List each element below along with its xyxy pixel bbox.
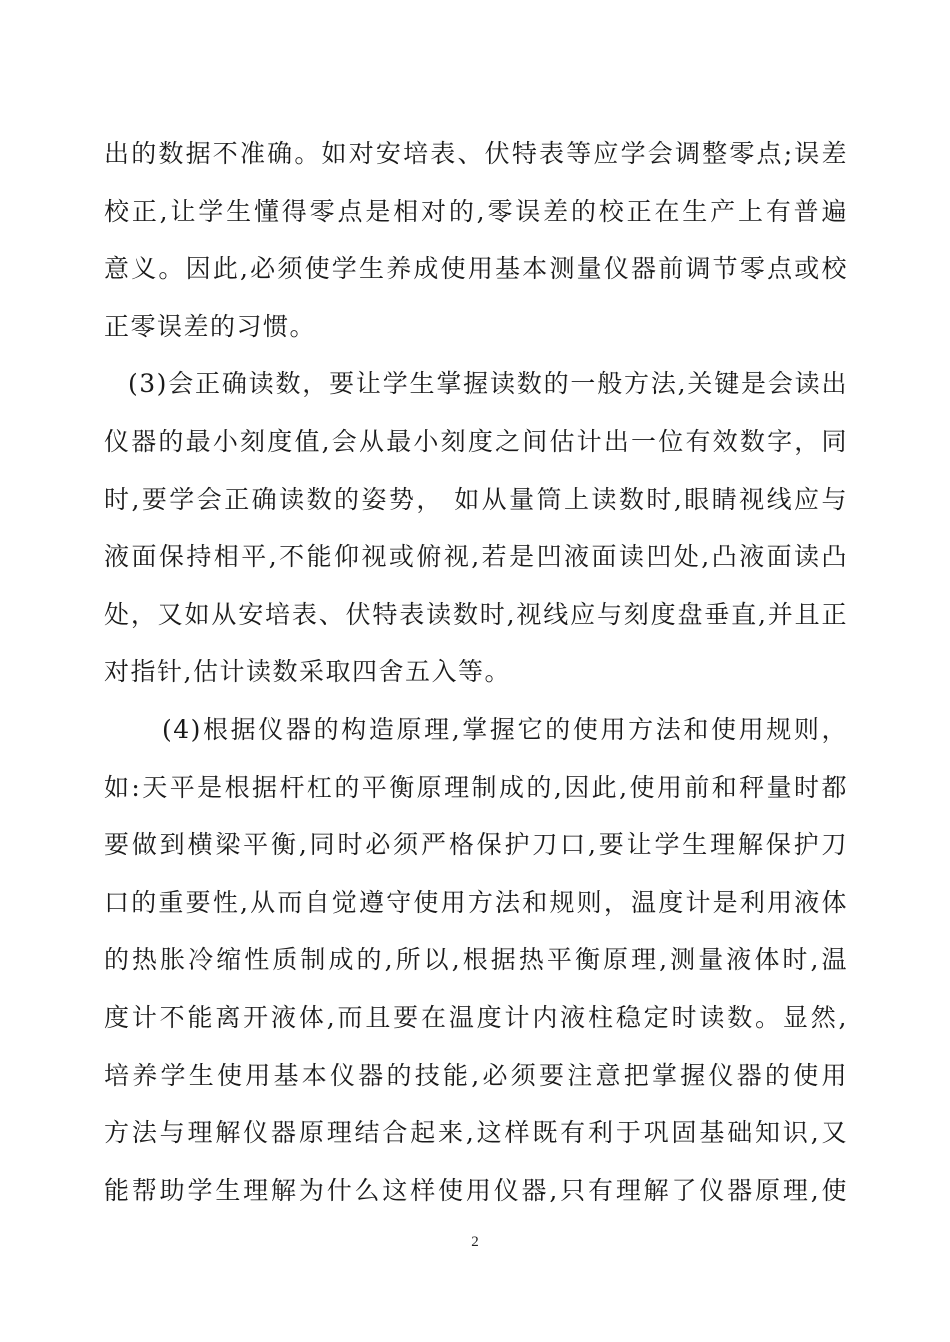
page-number: 2	[471, 1234, 479, 1250]
text-line: 能帮助学生理解为什么这样使用仪器,只有理解了仪器原理,使	[104, 1175, 848, 1205]
text-line: (4)根据仪器的构造原理,掌握它的使用方法和使用规则，	[162, 714, 848, 744]
text-line: 培养学生使用基本仪器的技能,必须要注意把掌握仪器的使用	[104, 1060, 848, 1090]
text-line: 出的数据不准确。如对安培表、伏特表等应学会调整零点;误差	[104, 139, 848, 168]
text-line: 对指针,估计读数采取四舍五入等。	[104, 657, 511, 687]
body-text	[104, 138, 848, 1232]
text-line: 的热胀冷缩性质制成的,所以,根据热平衡原理,测量液体时,温	[104, 945, 848, 975]
text-line: 校正,让学生懂得零点是相对的,零误差的校正在生产上有普遍	[104, 196, 848, 226]
text-line: 意义。因此,必须使学生养成使用基本测量仪器前调节零点或校	[104, 254, 848, 284]
text-line: (3)会正确读数，要让学生掌握读数的一般方法,关键是会读出	[128, 369, 848, 399]
text-line: 口的重要性,从而自觉遵守使用方法和规则，温度计是利用液体	[104, 887, 848, 917]
text-line: 处，又如从安培表、伏特表读数时,视线应与刻度盘垂直,并且正	[104, 599, 848, 629]
text-line: 度计不能离开液体,而且要在温度计内液柱稳定时读数。显然,	[104, 1002, 848, 1032]
text-line: 时,要学会正确读数的姿势， 如从量筒上读数时,眼睛视线应与	[104, 484, 848, 514]
text-line: 如:天平是根据杆杠的平衡原理制成的,因此,使用前和秤量时都	[104, 772, 848, 802]
text-line: 液面保持相平,不能仰视或俯视,若是凹液面读凹处,凸液面读凸	[104, 542, 848, 572]
text-line: 方法与理解仪器原理结合起来,这样既有利于巩固基础知识,又	[104, 1118, 848, 1148]
text-line: 正零误差的习惯。	[104, 311, 317, 341]
text-line: 仪器的最小刻度值,会从最小刻度之间估计出一位有效数字，同	[104, 426, 848, 456]
text-line: 要做到横梁平衡,同时必须严格保护刀口,要让学生理解保护刀	[104, 830, 848, 860]
